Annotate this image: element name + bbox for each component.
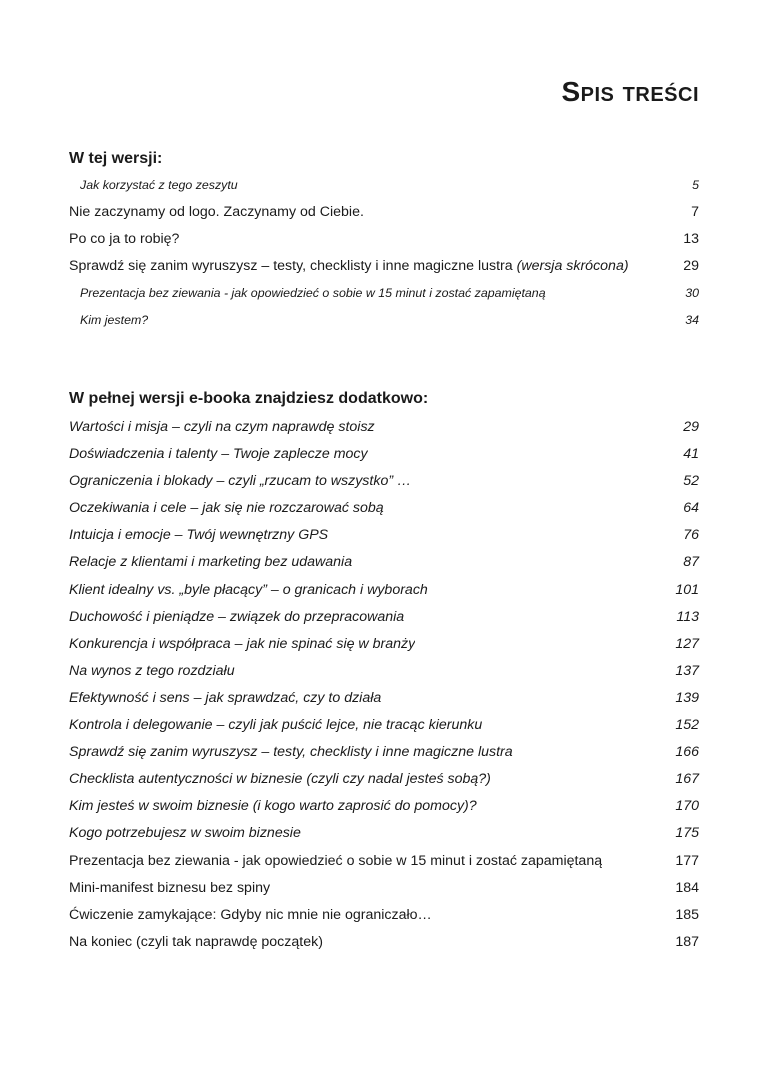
toc-entry-page: 29 bbox=[683, 258, 699, 275]
toc-entry-title: Nie zaczynamy od logo. Zaczynamy od Ciebie. bbox=[69, 204, 364, 221]
toc-entry bbox=[69, 172, 699, 199]
toc-entry-title: Kontrola i delegowanie – czyli jak puścić lejce, nie tracąc kierunku bbox=[69, 717, 483, 734]
page-title: Spis treści bbox=[561, 76, 699, 107]
toc-entry bbox=[69, 793, 699, 820]
toc-entry bbox=[69, 739, 699, 766]
toc-entry-page: 76 bbox=[683, 527, 699, 544]
toc-entry-title: Relacje z klientami i marketing bez udawania bbox=[69, 554, 353, 571]
toc-entry bbox=[69, 929, 699, 956]
toc-entry bbox=[69, 226, 699, 253]
toc-entry-title: Konkurencja i współpraca – jak nie spinać się w branży bbox=[69, 635, 416, 652]
toc-entry bbox=[69, 820, 699, 847]
toc-entry-title: Jak korzystać z tego zeszytu bbox=[80, 178, 238, 192]
toc-entry-page: 87 bbox=[683, 554, 699, 571]
toc-entry-page: 152 bbox=[675, 717, 699, 734]
toc-entry-title: Ćwiczenie zamykające: Gdyby nic mnie nie ograniczało… bbox=[69, 906, 432, 923]
toc-entry bbox=[69, 766, 699, 793]
toc-entry bbox=[69, 549, 699, 576]
toc-entry bbox=[69, 848, 699, 875]
toc-entry bbox=[69, 199, 699, 226]
toc-entry-title: Sprawdź się zanim wyruszysz – testy, checklisty i inne magiczne lustra bbox=[69, 258, 513, 275]
toc-entry-page: 166 bbox=[675, 744, 699, 761]
toc-entry-page: 127 bbox=[675, 635, 699, 652]
section-heading-current-version: W tej wersji: bbox=[69, 150, 163, 167]
toc-entry bbox=[69, 414, 699, 441]
toc-entry-title: Sprawdź się zanim wyruszysz – testy, checklisty i inne magiczne lustra bbox=[69, 744, 513, 761]
toc-entry-title-suffix: (wersja skrócona) bbox=[516, 258, 629, 275]
toc-entry-page: 5 bbox=[692, 178, 699, 192]
toc-entry-page: 30 bbox=[685, 286, 699, 301]
toc-entry bbox=[69, 604, 699, 631]
toc-entry-title: Oczekiwania i cele – jak się nie rozczarować sobą bbox=[69, 500, 384, 517]
toc-entry-title: Kim jesteś w swoim biznesie (i kogo warto zaprosić do pomocy)? bbox=[69, 798, 477, 815]
toc-entry-page: 185 bbox=[675, 906, 699, 923]
toc-entry-title: Intuicja i emocje – Twój wewnętrzny GPS bbox=[69, 527, 329, 544]
toc-entry-page: 7 bbox=[691, 204, 699, 221]
toc-entry bbox=[69, 685, 699, 712]
toc-entry bbox=[69, 875, 699, 902]
toc-entry-page: 13 bbox=[683, 231, 699, 248]
toc-entry-title: Na koniec (czyli tak naprawdę początek) bbox=[69, 933, 323, 950]
toc-entry bbox=[69, 658, 699, 685]
toc-entry bbox=[69, 307, 699, 334]
toc-entry-page: 177 bbox=[675, 852, 699, 869]
toc-entry bbox=[69, 902, 699, 929]
toc-entry bbox=[69, 441, 699, 468]
toc-entry-title-group bbox=[69, 253, 629, 280]
toc-entry-title: Efektywność i sens – jak sprawdzać, czy to działa bbox=[69, 689, 382, 706]
toc-entry-title: Ograniczenia i blokady – czyli „rzucam to wszystko” … bbox=[69, 473, 412, 490]
toc-entry-page: 41 bbox=[683, 446, 699, 463]
toc-entry-title: Kim jestem? bbox=[80, 313, 149, 328]
toc-entry-title: Mini-manifest biznesu bez spiny bbox=[69, 879, 271, 896]
toc-entry-page: 34 bbox=[685, 313, 699, 328]
toc-entry bbox=[69, 280, 699, 307]
toc-entry-title: Prezentacja bez ziewania - jak opowiedzieć o sobie w 15 minut i zostać zapamiętaną bbox=[69, 852, 603, 869]
toc-entry-page: 170 bbox=[675, 798, 699, 815]
toc-entry-page: 175 bbox=[675, 825, 699, 842]
toc-entry bbox=[69, 468, 699, 495]
toc-entry-page: 167 bbox=[675, 771, 699, 788]
toc-entry-title: Doświadczenia i talenty – Twoje zaplecze mocy bbox=[69, 446, 368, 463]
toc-entry-title: Na wynos z tego rozdziału bbox=[69, 662, 235, 679]
toc-entry bbox=[69, 495, 699, 522]
toc-entry-title: Duchowość i pieniądze – związek do przepracowania bbox=[69, 608, 405, 625]
toc-entry-title: Klient idealny vs. „byle płacący” – o granicach i wyborach bbox=[69, 581, 428, 598]
toc-entry-page: 137 bbox=[675, 662, 699, 679]
toc-entry-title: Po co ja to robię? bbox=[69, 231, 180, 248]
toc-entry-page: 29 bbox=[683, 419, 699, 435]
toc-entry-title: Kogo potrzebujesz w swoim biznesie bbox=[69, 825, 301, 842]
toc-entry bbox=[69, 577, 699, 604]
toc-entry-page: 187 bbox=[675, 933, 699, 950]
toc-entry-title: Wartości i misja – czyli na czym naprawdę stoisz bbox=[69, 419, 375, 435]
toc-list-full-version bbox=[69, 414, 699, 956]
toc-entry-title: Prezentacja bez ziewania - jak opowiedzieć o sobie w 15 minut i zostać zapamiętaną bbox=[80, 286, 546, 301]
toc-entry-page: 64 bbox=[683, 500, 699, 517]
toc-entry bbox=[69, 712, 699, 739]
toc-entry bbox=[69, 631, 699, 658]
toc-list-current-version bbox=[69, 172, 699, 335]
toc-entry-page: 101 bbox=[675, 581, 699, 598]
toc-entry-page: 139 bbox=[675, 689, 699, 706]
toc-entry-page: 184 bbox=[675, 879, 699, 896]
toc-entry-page: 113 bbox=[676, 608, 699, 625]
toc-entry bbox=[69, 522, 699, 549]
toc-entry-page: 52 bbox=[683, 473, 699, 490]
section-heading-full-version: W pełnej wersji e-booka znajdziesz dodatkowo: bbox=[69, 390, 429, 407]
toc-entry bbox=[69, 253, 699, 280]
toc-entry-title: Checklista autentyczności w biznesie (czyli czy nadal jesteś sobą?) bbox=[69, 771, 491, 788]
